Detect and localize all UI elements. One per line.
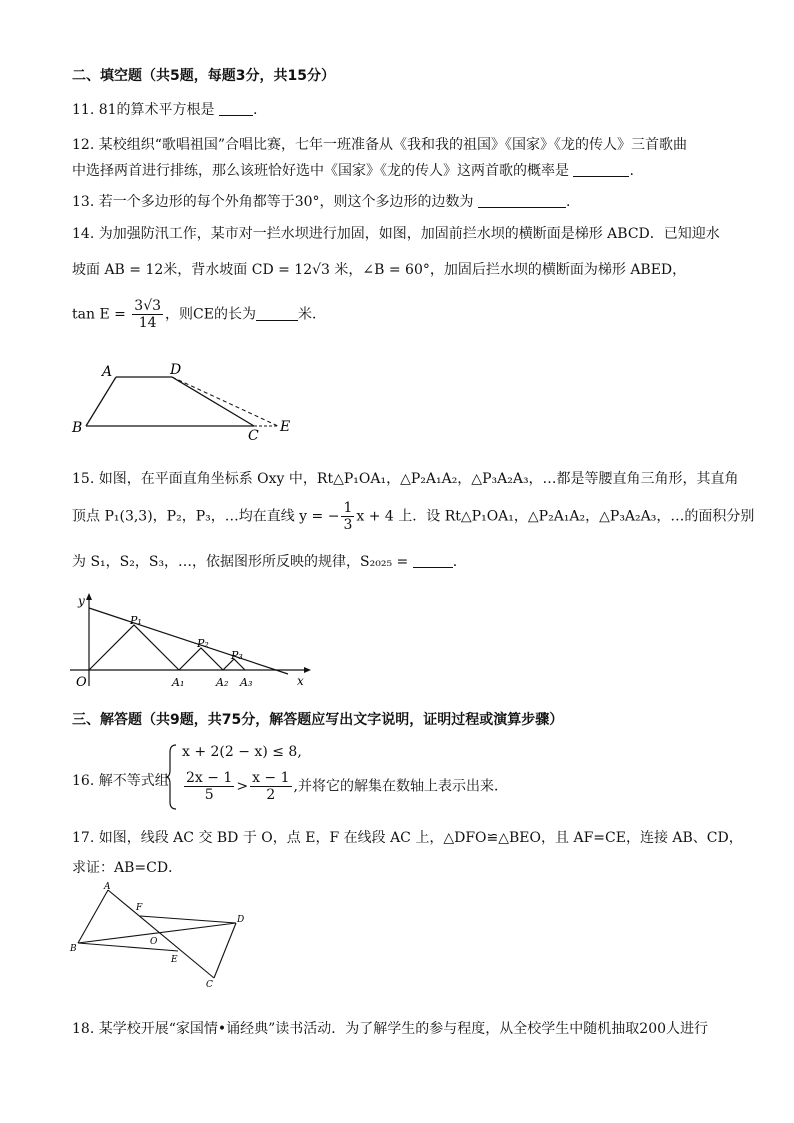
q14-text-2: 坡面 AB = 12米，背水坡面 CD = 12√3 米，∠B = 60°，加固后拦水坝的横断面为梯形 ABED， bbox=[72, 262, 687, 278]
q14-tan-fraction bbox=[132, 298, 163, 331]
q16-f1-numerator: 2x − 1 bbox=[186, 770, 233, 786]
q14-trapezoid-figure bbox=[66, 360, 306, 444]
q11-answer-blank[interactable] bbox=[219, 101, 253, 116]
q15-slope-denominator: 3 bbox=[343, 517, 353, 533]
q16-inequality-2 bbox=[182, 770, 508, 803]
q15-y-axis-arrow bbox=[86, 593, 92, 600]
question-14-line-3 bbox=[72, 298, 734, 331]
q14-tan-end: 米． bbox=[297, 306, 326, 323]
q16-fraction-2 bbox=[250, 770, 291, 803]
q17-text-2: 求证：AB=CD． bbox=[72, 860, 183, 876]
q17-label-A: A bbox=[104, 882, 111, 892]
q17-segment-FD bbox=[140, 916, 236, 923]
q15-number: 15. bbox=[72, 471, 95, 487]
question-18-line-1 bbox=[72, 1019, 734, 1039]
q16-f1-denominator: 5 bbox=[204, 787, 214, 803]
q13-answer-blank[interactable] bbox=[478, 193, 566, 208]
q17-segment-CD bbox=[214, 923, 236, 978]
q16-system-brace bbox=[166, 744, 178, 810]
q15-label-A2: A₂ bbox=[216, 676, 229, 689]
q14-side-AB bbox=[86, 377, 116, 426]
q15-label-P3: P₃ bbox=[231, 649, 243, 662]
q12-text-2: 中选择两首进行排练，那么该班恰好选中《国家》《龙的传人》这两首歌的概率是 bbox=[72, 163, 569, 179]
section-3-heading: 三、解答题（共9题，共75分，解答题应写出文字说明，证明过程或演算步骤） bbox=[72, 712, 564, 728]
q17-text-1: 如图，线段 AC 交 BD 于 O，点 E，F 在线段 AC 上，△DFO≌△BEO，且 AF=CE，连接 AB、CD， bbox=[98, 830, 743, 846]
q16-f2-denominator: 2 bbox=[266, 787, 276, 803]
q15-x-axis-arrow bbox=[304, 667, 311, 673]
q15-label-y: y bbox=[78, 594, 85, 608]
q15-label-O: O bbox=[76, 675, 87, 690]
q14-side-DC bbox=[172, 377, 254, 426]
q15-slope-fraction bbox=[341, 500, 354, 533]
q11-text: 81的算术平方根是 bbox=[98, 102, 215, 118]
q11-number: 11. bbox=[72, 102, 95, 118]
q17-segment-AC bbox=[108, 890, 214, 978]
question-17-line-2 bbox=[72, 858, 734, 878]
q16-prefix: 解不等式组 bbox=[98, 773, 169, 789]
q17-label-B: B bbox=[70, 944, 77, 954]
q16-f2-numerator: x − 1 bbox=[252, 770, 290, 786]
q14-dashed-DE bbox=[172, 377, 278, 426]
q17-label-E: E bbox=[171, 955, 178, 965]
q13-number: 13. bbox=[72, 194, 95, 210]
q15-triangle-1 bbox=[89, 625, 179, 670]
q15-text-3: 为 S₁，S₂，S₃，…，依据图形所反映的规律，S₂₀₂₅ = bbox=[72, 554, 409, 570]
question-15-line-2 bbox=[72, 500, 755, 533]
q16-comma: , bbox=[293, 778, 298, 795]
q17-label-C: C bbox=[206, 980, 213, 990]
q14-tan-prefix: tan E = bbox=[72, 306, 126, 323]
q14-label-B: B bbox=[72, 420, 83, 436]
q17-label-F: F bbox=[136, 903, 143, 913]
q15-text-1: 如图，在平面直角坐标系 Oxy 中，Rt△P₁OA₁，△P₂A₁A₂，△P₃A₂A₃，…都是等腰直角三角形，其直角 bbox=[98, 471, 739, 487]
q14-tan-numerator: 3√3 bbox=[134, 298, 162, 314]
q14-tan-suffix: ，则CE的长为 bbox=[165, 306, 256, 323]
q14-number: 14. bbox=[72, 226, 95, 242]
q16-number: 16. bbox=[72, 773, 95, 789]
question-13 bbox=[72, 192, 734, 212]
q14-label-A: A bbox=[102, 364, 113, 380]
q14-label-C: C bbox=[248, 428, 259, 444]
q13-text: 若一个多边形的每个外角都等于30°，则这个多边形的边数为 bbox=[98, 194, 474, 210]
q18-text-1: 某学校开展“家国情•诵经典”读书活动．为了解学生的参与程度，从全校学生中随机抽取200人进行 bbox=[98, 1021, 709, 1037]
q15-slope-numerator: 1 bbox=[343, 500, 353, 516]
q15-end: . bbox=[452, 554, 458, 570]
q15-text-2b: x + 4 上．设 Rt△P₁OA₁，△P₂A₁A₂，△P₃A₂A₃，…的面积分别 bbox=[356, 508, 755, 525]
section-2-heading: 二、填空题（共5题，每题3分，共15分） bbox=[72, 68, 335, 84]
q17-label-O: O bbox=[150, 937, 158, 947]
q14-label-E: E bbox=[280, 419, 291, 435]
question-12-line-1 bbox=[72, 135, 734, 155]
q12-answer-blank[interactable] bbox=[573, 162, 629, 177]
q15-answer-blank[interactable] bbox=[413, 553, 453, 568]
q11-end: . bbox=[253, 102, 258, 118]
question-14-line-1 bbox=[72, 224, 734, 244]
q15-line-y-eq bbox=[89, 608, 288, 674]
q12-end: . bbox=[629, 163, 634, 179]
q16-inequality-1: x + 2(2 − x) ≤ 8, bbox=[182, 744, 302, 760]
question-14-line-2 bbox=[72, 260, 734, 280]
q15-label-A1: A₁ bbox=[172, 676, 185, 689]
q16-fraction-1 bbox=[184, 770, 234, 803]
question-16 bbox=[72, 742, 732, 814]
q17-number: 17. bbox=[72, 830, 95, 846]
q12-text-1: 某校组织“歌唱祖国”合唱比赛，七年一班准备从《我和我的祖国》《国家》《龙的传人》三首歌曲 bbox=[98, 137, 688, 153]
q13-end: . bbox=[566, 194, 571, 210]
question-11 bbox=[72, 100, 734, 120]
question-17-line-1 bbox=[72, 828, 743, 848]
q15-coordinate-figure bbox=[66, 588, 316, 692]
question-12-line-2 bbox=[72, 161, 734, 181]
q16-suffix: 并将它的解集在数轴上表示出来． bbox=[297, 778, 508, 795]
question-15-line-1 bbox=[72, 469, 739, 489]
q18-number: 18. bbox=[72, 1021, 95, 1037]
q17-segment-AB bbox=[78, 890, 108, 943]
q17-segment-BE bbox=[78, 943, 178, 951]
q15-text-2a: 顶点 P₁(3,3)，P₂，P₃，…均在直线 y = − bbox=[72, 508, 340, 525]
q16-greater-than: > bbox=[236, 778, 249, 795]
q15-label-P2: P₂ bbox=[197, 637, 209, 650]
question-15-line-3 bbox=[72, 552, 734, 572]
q14-label-D: D bbox=[170, 362, 182, 378]
q15-triangle-2 bbox=[179, 648, 223, 670]
q14-answer-blank[interactable] bbox=[256, 306, 298, 321]
q14-text-1: 为加强防汛工作，某市对一拦水坝进行加固，如图，加固前拦水坝的横断面是梯形 ABCD．已知迎水 bbox=[98, 226, 720, 242]
q15-label-x: x bbox=[297, 674, 304, 688]
q12-number: 12. bbox=[72, 137, 95, 153]
q17-label-D: D bbox=[237, 915, 245, 925]
q15-label-P1: P₁ bbox=[130, 614, 142, 627]
q14-tan-denominator: 14 bbox=[138, 315, 157, 331]
q17-geometry-figure bbox=[66, 880, 256, 990]
q15-label-A3: A₃ bbox=[240, 676, 253, 689]
